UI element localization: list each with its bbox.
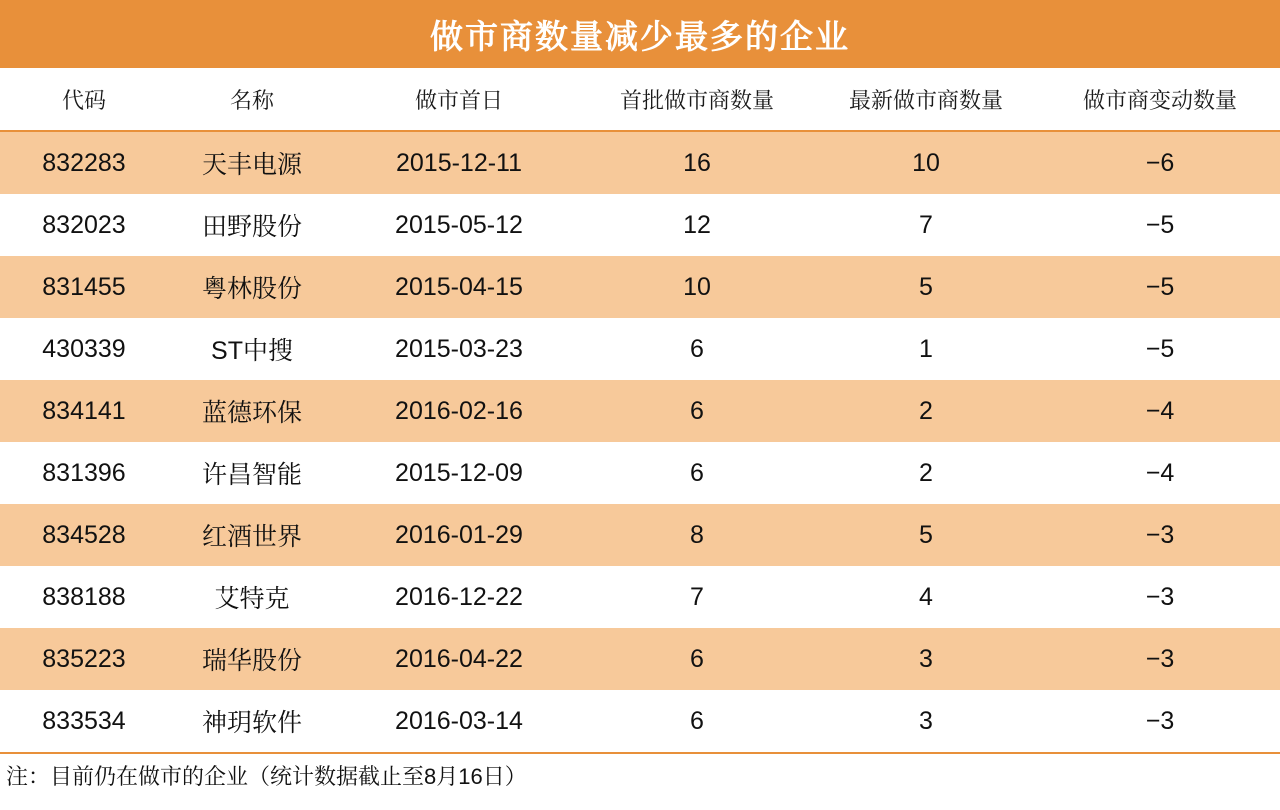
cell-first-date: 2015-05-12: [336, 194, 582, 256]
cell-first-date: 2016-03-14: [336, 690, 582, 752]
cell-latest-count: 7: [812, 194, 1040, 256]
table-row: [0, 256, 1280, 318]
cell-code: 834528: [0, 504, 168, 566]
cell-latest-count: 5: [812, 256, 1040, 318]
cell-change-count: −3: [1040, 690, 1280, 752]
cell-initial-count: 12: [582, 194, 812, 256]
cell-initial-count: 6: [582, 442, 812, 504]
cell-change-count: −4: [1040, 442, 1280, 504]
title-bar: [0, 0, 1280, 68]
cell-code: 838188: [0, 566, 168, 628]
cell-name: 天丰电源: [168, 131, 336, 194]
table-row: [0, 690, 1280, 752]
cell-code: 831455: [0, 256, 168, 318]
cell-first-date: 2015-12-11: [336, 131, 582, 194]
column-header-first-date: 做市首日: [336, 68, 582, 131]
cell-code: 835223: [0, 628, 168, 690]
cell-latest-count: 4: [812, 566, 1040, 628]
cell-initial-count: 10: [582, 256, 812, 318]
cell-initial-count: 6: [582, 690, 812, 752]
cell-change-count: −5: [1040, 318, 1280, 380]
footnote-area: [0, 752, 1280, 790]
cell-name: 蓝德环保: [168, 380, 336, 442]
cell-code: 430339: [0, 318, 168, 380]
table-body: [0, 131, 1280, 752]
cell-name: 田野股份: [168, 194, 336, 256]
cell-initial-count: 6: [582, 628, 812, 690]
cell-code: 832283: [0, 131, 168, 194]
cell-first-date: 2016-04-22: [336, 628, 582, 690]
column-header-initial-count: 首批做市商数量: [582, 68, 812, 131]
table-header: [0, 68, 1280, 131]
cell-first-date: 2016-02-16: [336, 380, 582, 442]
cell-name: 瑞华股份: [168, 628, 336, 690]
cell-latest-count: 3: [812, 690, 1040, 752]
cell-code: 832023: [0, 194, 168, 256]
cell-first-date: 2016-01-29: [336, 504, 582, 566]
cell-latest-count: 5: [812, 504, 1040, 566]
cell-initial-count: 16: [582, 131, 812, 194]
cell-code: 833534: [0, 690, 168, 752]
cell-first-date: 2015-03-23: [336, 318, 582, 380]
column-header-code: 代码: [0, 68, 168, 131]
cell-change-count: −5: [1040, 256, 1280, 318]
cell-latest-count: 2: [812, 380, 1040, 442]
cell-latest-count: 10: [812, 131, 1040, 194]
data-table: [0, 68, 1280, 752]
cell-code: 831396: [0, 442, 168, 504]
cell-name: 粤林股份: [168, 256, 336, 318]
table-row: [0, 442, 1280, 504]
cell-latest-count: 2: [812, 442, 1040, 504]
table-row: [0, 628, 1280, 690]
cell-initial-count: 6: [582, 318, 812, 380]
table-row: [0, 380, 1280, 442]
table-row: [0, 318, 1280, 380]
cell-name: 神玥软件: [168, 690, 336, 752]
table-row: [0, 194, 1280, 256]
column-header-name: 名称: [168, 68, 336, 131]
cell-first-date: 2015-04-15: [336, 256, 582, 318]
table-row: [0, 566, 1280, 628]
cell-first-date: 2016-12-22: [336, 566, 582, 628]
cell-name: ST中搜: [168, 318, 336, 380]
column-header-latest-count: 最新做市商数量: [812, 68, 1040, 131]
table-header-row: [0, 68, 1280, 131]
cell-change-count: −3: [1040, 566, 1280, 628]
table-row: [0, 504, 1280, 566]
cell-name: 艾特克: [168, 566, 336, 628]
cell-change-count: −3: [1040, 504, 1280, 566]
cell-change-count: −5: [1040, 194, 1280, 256]
cell-latest-count: 3: [812, 628, 1040, 690]
cell-initial-count: 7: [582, 566, 812, 628]
cell-latest-count: 1: [812, 318, 1040, 380]
cell-name: 红酒世界: [168, 504, 336, 566]
table-row: [0, 131, 1280, 194]
column-header-change-count: 做市商变动数量: [1040, 68, 1280, 131]
cell-change-count: −4: [1040, 380, 1280, 442]
cell-first-date: 2015-12-09: [336, 442, 582, 504]
cell-initial-count: 6: [582, 380, 812, 442]
footnote-text: 注：目前仍在做市的企业（统计数据截止至8月16日）: [6, 764, 527, 789]
cell-name: 许昌智能: [168, 442, 336, 504]
cell-initial-count: 8: [582, 504, 812, 566]
page-title: 做市商数量减少最多的企业: [430, 17, 850, 55]
cell-change-count: −3: [1040, 628, 1280, 690]
cell-code: 834141: [0, 380, 168, 442]
cell-change-count: −6: [1040, 131, 1280, 194]
